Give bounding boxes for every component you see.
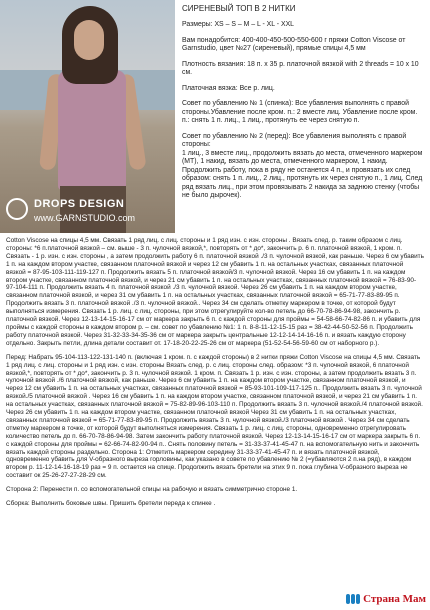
watermark-text: Страна Мам bbox=[363, 593, 426, 605]
sizes-line: Размеры: XS – S – M – L - XL - XXL bbox=[182, 21, 294, 28]
decrease-tip-1: Совет по убавлению № 1 (спинка): Все убавления выполнять с правой стороны.Убавление после кром. п.: 2 вместе лиц. Убавление после кром. п.: снять 1 п. лиц., 1 лиц., протянуть ее через снятую п. bbox=[182, 100, 418, 124]
front-instructions: Перед: Набрать 95-104-113-122-131-140 п. (включая 1 кром. п. с каждой стороны) в 2 нитки пряжи Cotton Viscose на спицы 4,5 мм. Связать 1 ряд лиц. с лиц. стороны и 1 ряд изн. с изн. стороны Вязать след. р. с лиц. стороны след. образом: *3 п. чулочной вязкой, 6 платочной вязкой,*, повторять от * до*, закончить р. 3 п. чулочной вязкой. 1 кром. п. Связать 1 р. изн. с изн. стороны, а затем продолжить вязать 3 п. чулочной вязкой ./6 платочной вязкой, как раньше. Через 6 см убавить 1 п. на каждом втором участке, связанном платочной вязкой, и через 12 см убавить 1 п. на остальных участках, связанных платочной вязкой = 85-93-101-109-117-125 п.. Продолжить вязать 3 п. чулочной вязкой./5 платочной вязкой . Через 16 см убавить 1 п. на каждом втором участке, связанном платочной вязкой, и через 21 см убавить 1 п. на остальных участках, связанных платочной вязкой = 75-82-89-96-103-110 п. Продолжить вязать 3 п. чулочной вязкой./4 платочной вязкой. Через 26 см убавить 1 п. на каждом втором участке, связанном платочной вязкой Через 31 см убавить 1 п. на остальных участках, связанных платочной вязкой = 65-71-77-83-89-95 п. Продолжить вязать 3 п. чулочной вязкой./3 платочной вязкой . Через 34 см сделать отметку маркером в точке, от которой будут выполняться измерения. Связать 1 р. лиц. с лиц. стороны, одновременно отрегулировать количество петель до п. 66-70-78-86-94-98. Затем закончить работу платочной вязкой. Через 12-13-14-15-16-17 см от маркера закрыть 6 п. с каждой стороны для проймы = 62-66-74-82-90-94 п.. Снять половину петель = 31-33-37-41-45-47 п. на вспомогательную нить и закончить вязать каждой стороны раздельно. Сторона 1: Отметить маркером середину 31-33-37-41-45-47 п. и вязать платочной вязкой, одновременно убавить для V-образного выреза горловины, как указано в совете по убавлению № 2 (=убавляются 2 п.на ряд), в каждом втором р. 11-12-14-16-18-19 раз = 9 п. остается на спице. Продолжить вязать бретели на этих 9 п. пока глубина V-образного выреза не составит ок 25-26-27-27-28-29 см. bbox=[6, 353, 423, 480]
pattern-header bbox=[182, 4, 426, 208]
decrease-tip-2: Совет по убавлению № 2 (перед): Все убавления выполнять с правой стороны: 1 лиц., 3 вместе лиц., продолжить вязать до места, отмеченного маркером (МТ), 1 накид, вязать до места, отмеченного маркером, 1 накид. Продолжить работу, пока в ряду не останется 4 п., и провязать их след образом: снять 1 п. лиц., 2 лиц., протянуть их через снятую п., 1 лиц. След ряд вязать лиц., при этом провязывать 2 накида за заднюю стенку (чтобы не было дырочек). bbox=[182, 132, 423, 199]
pattern-title: СИРЕНЕВЫЙ ТОП В 2 НИТКИ bbox=[182, 4, 296, 13]
back-instructions: Cotton Viscose на спицы 4,5 мм. Связать 1 ряд лиц. с лиц. стороны и 1 ряд изн. с изн. стороны . Вязать след. р. таким образом с лиц. стороны: *6 п.платочной вязкой – см. выше - 3 п. чулочной вязкой,*, повторять от * до*, закончить р. 6 п. платочной вязкой, 1 кром. п. Связать - 1 р. изн. с изн. стороны , а затем продолжить работу 6 п. платочной вязкой ./3 п. чулочной вязкой, как раньше. Через 6 см убавить 1 п. на каждом втором участке, связанном платочной вязкой и через 12 см убавить 1 п. на остальных участках, связанных платочной вязкой = 87-95-103-111-119-127 п. Продолжить вязать 5 п. платочной вязкой/3 п. чулочной вязкой. Через 16 см убавить 1 п. на каждом втором участке, связанном платочной вязкой, и через 21 см убавить 1 п. на остальных участках, связанных платочной вязкой = 76-83-90-97-104-111 п. Продолжить вязать 4 п. платочной вязкой ./3 п. чулочной вязкой. Через 26 см убавить 1 п. на каждом втором участке, связанном платочной вязкой, и через 31 см убавить 1 п. на остальных участках, связанных платочной вязкой = 65-71-77-83-89-95 п. Продолжить вязать 3 п. платочной вязкой ./3 п. чулочной вязкой.. Через 34 см сделать отметку маркером в точке, от которой будут выполняться измерения. Связать 1 р. лиц. с лиц. стороны, при этом отрегулируйте кол-во петель до 66-70-78-86-94-98, закончить р. платочной вязкой. Через 12-13-14-15-16-17 см от маркера закрыть 6 п. с каждой стороны для проймы = 54-58-66-74-82-86 п. и убавить для проймы с каждой стороны в каждом втором р. – см. совет по убавлению №1: 1 п. 8-8-11-12-15-15 раз = 38-42-44-50-52-56 п. Продолжить работу платочной вязкой. Через 31-32-33-34-35-36 см от маркера закрыть центральные 12-12-14-14-16-16 п. и вязать каждую сторону отдельно. Закрыть петли, длина детали составит от. 17-18-20-22-25-26 см от маркера (51-52-54-56-59-60 см от наборного р.). bbox=[6, 237, 424, 347]
materials-line: Вам понадобится: 400-400-450-500-550-600 г пряжи Cotton Viscose от Garnstudio, цвет №27 (сиреневый), прямые спицы 4,5 мм bbox=[182, 36, 406, 52]
drops-logo bbox=[6, 196, 156, 228]
pattern-body bbox=[6, 237, 424, 514]
model-photo bbox=[0, 0, 175, 233]
drops-logo-icon bbox=[6, 198, 28, 220]
side2-instructions: Сторона 2: Перенести п. со вспомогательной спицы на рабочую и вязать симметрично стороне 1. bbox=[6, 486, 298, 494]
logo-url: www.GARNSTUDIO.com bbox=[34, 213, 136, 223]
site-watermark bbox=[346, 590, 426, 608]
stitch-line: Платочная вязка: Все р. лиц. bbox=[182, 84, 275, 92]
gauge-line: Плотность вязания: 18 п. х 35 р. платочной вязкой with 2 threads = 10 х 10 см. bbox=[182, 60, 419, 76]
assembly-instructions: Сборка: Выполнить боковые швы. Пришить бретели переда к спинке . bbox=[6, 500, 216, 508]
logo-brand: DROPS DESIGN bbox=[34, 198, 125, 210]
photo-face bbox=[74, 20, 104, 60]
photo-lilac-top bbox=[58, 70, 126, 190]
watermark-logo-icon bbox=[346, 594, 360, 604]
